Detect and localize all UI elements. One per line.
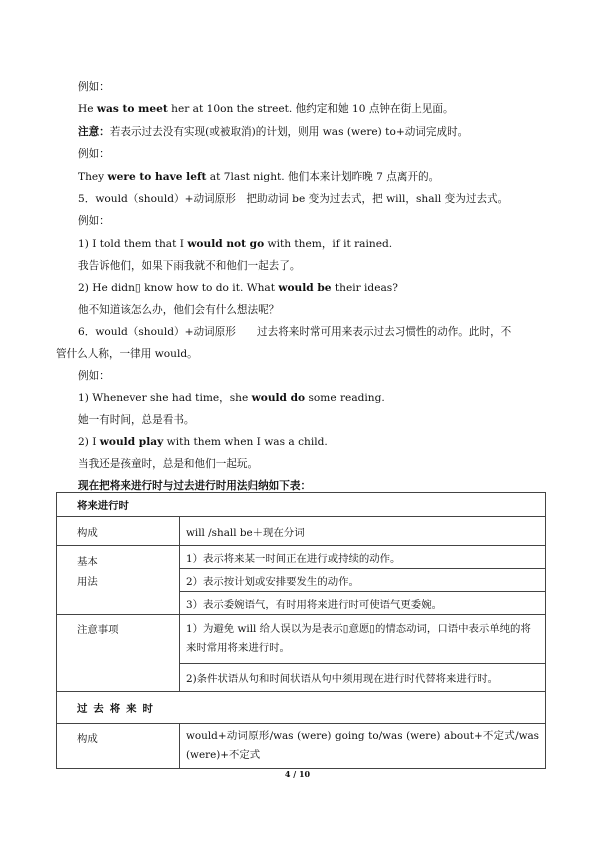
example-label: 例如： (78, 148, 110, 160)
table-row (57, 493, 546, 517)
heading-6-continued: 管什么人称，一律用 would。 (56, 348, 198, 360)
tense-summary-table (56, 492, 546, 769)
table-row (57, 546, 546, 569)
note-line: 注意：若表示过去没有实现(或被取消)的计划，则用 was (were) to+动词完成时。 (78, 126, 469, 138)
heading-5: 5．would（should）+动词原形 把助动词 be 变为过去式，把 will，shall 变为过去式。 (78, 193, 509, 205)
bold-phrase: would be (278, 282, 332, 294)
bold-phrase: would do (251, 392, 306, 404)
past-form-value: would+动词原形/was (were) going to/was (were) about+不定式/was (were)+不定式 (180, 724, 546, 769)
example-sentence: 1) I told them that I would not go with them，if it rained. (78, 238, 393, 250)
notes-item: 1）为避免 will 给人误以为是表示▯意愿▯的情态动词，口语中表示单纯的将来时常用将来进行时。 (180, 615, 546, 664)
example-label: 例如： (78, 215, 110, 227)
example-translation: 我告诉他们，如果下雨我就不和他们一起去了。 (78, 260, 301, 272)
bold-phrase: would play (99, 436, 164, 448)
row-label-notes: 注意事项 (57, 615, 180, 692)
table-row (57, 615, 546, 664)
table-row (57, 724, 546, 769)
example-sentence: 2) I would play with them when I was a child. (78, 436, 328, 448)
page-number: 4 / 10 (284, 769, 311, 779)
usage-item: 1）表示将来某一时间正在进行或持续的动作。 (180, 546, 546, 569)
bold-phrase: was to meet (96, 103, 168, 115)
table-row (57, 692, 546, 724)
section-title-future-progressive: 将来进行时 (57, 493, 546, 517)
usage-item: 3）表示委婉语气，有时用将来进行时可使语气更委婉。 (180, 592, 546, 615)
row-label-usage: 基本 用法 (57, 546, 180, 615)
usage-item: 2）表示按计划或安排要发生的动作。 (180, 569, 546, 592)
example-label: 例如： (78, 370, 110, 382)
example-translation: 他不知道该怎么办，他们会有什么想法呢？ (78, 304, 280, 316)
example-translation: 当我还是孩童时，总是和他们一起玩。 (78, 458, 259, 470)
sentence-were-to-have-left: They were to have left at 7last night. 他们本来计划昨晚 7 点离开的。 (78, 171, 440, 183)
bold-phrase: were to have left (107, 171, 207, 183)
example-sentence: 2) He didn▯ know how to do it. What would be their ideas? (78, 282, 398, 294)
bold-phrase: would not go (187, 238, 265, 250)
table-row (57, 517, 546, 546)
row-label-form: 构成 (57, 517, 180, 546)
form-value: will /shall be＋现在分词 (180, 517, 546, 546)
sentence-was-to-meet: He was to meet her at 10on the street. 他约定和她 10 点钟在街上见面。 (78, 103, 454, 115)
note-label: 注意： (78, 126, 110, 138)
example-sentence: 1) Whenever she had time，she would do some reading. (78, 392, 385, 404)
summary-heading: 现在把将来进行时与过去进行时用法归纳如下表： (78, 480, 312, 492)
example-label: 例如： (78, 81, 110, 93)
section-title-future-in-past: 过去将来时 (57, 692, 546, 724)
row-label-form: 构成 (57, 724, 180, 769)
notes-item: 2)条件状语从句和时间状语从句中须用现在进行时代替将来进行时。 (180, 664, 546, 692)
heading-6: 6．would（should）+动词原形 过去将来时常可用来表示过去习惯性的动作。此时，不 (78, 326, 512, 338)
example-translation: 她一有时间，总是看书。 (78, 414, 195, 426)
